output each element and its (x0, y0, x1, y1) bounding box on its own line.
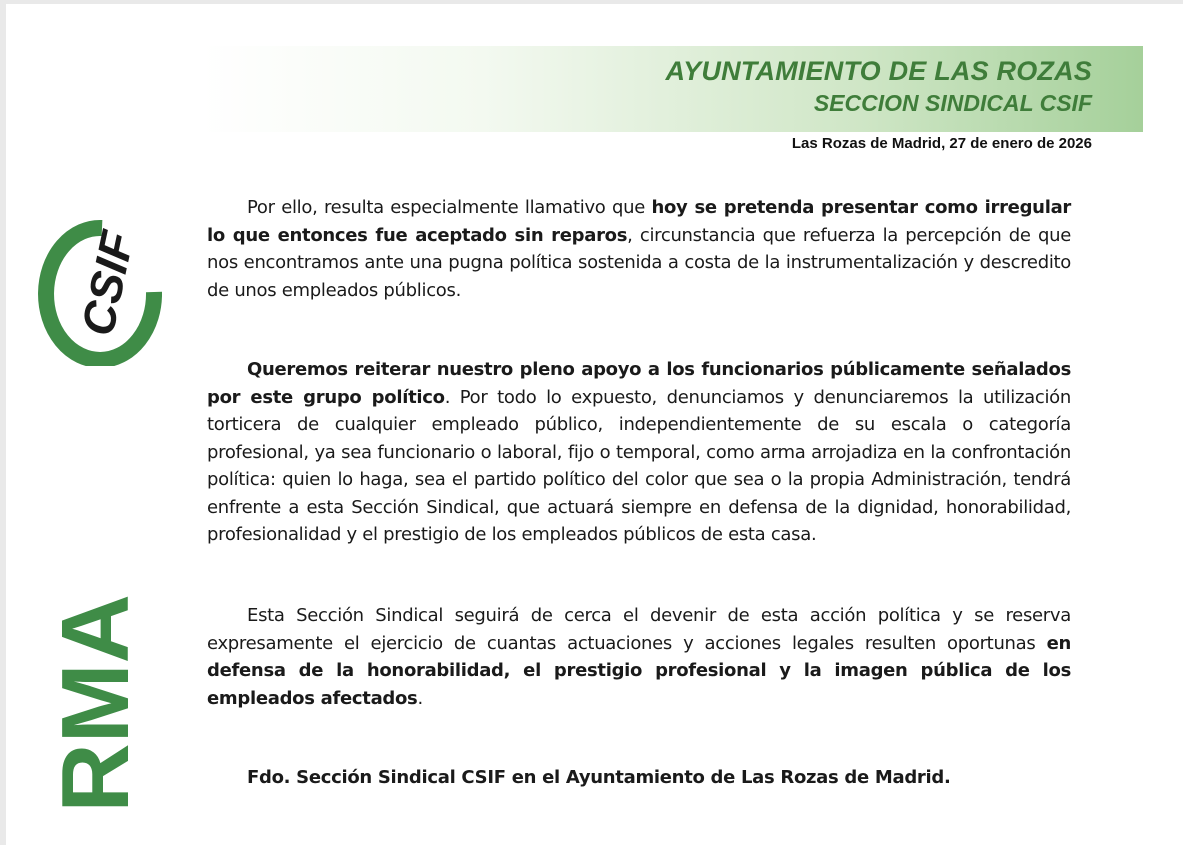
paragraph-3-text-a: Esta Sección Sindical seguirá de cerca el devenir de esta acción política y se reserva expresamente el ejercicio de cuantas actuaciones y acciones legales resulten oportunas (207, 605, 1071, 654)
paragraph-2-text: . Por todo lo expuesto, denunciamos y denunciaremos la utilización torticera de cualquier empleado público, independientemente de su escala o categoría profesional, ya sea funcionario o laboral, fijo o temporal, como arma arrojadiza en la confrontación política: quien lo haga, sea el partido político del color que sea o la propia Administración, tendrá enfrente a esta Sección Sindical, que actuará siempre en defensa de la dignidad, honorabilidad, profesionalidad y el prestigio de los empleados públicos de esta casa. (207, 386, 1071, 545)
paragraph-1-text-a: Por ello, resulta especialmente llamativo que (247, 197, 652, 218)
paragraph-2-bold: Queremos reiterar nuestro pleno apoyo a los funcionarios públicamente señalados por este grupo político (207, 359, 1071, 408)
paragraph-3-text-b: . (417, 687, 423, 709)
paragraph-2 (207, 356, 1071, 549)
paragraph-1 (207, 194, 1071, 304)
place-date: Las Rozas de Madrid, 27 de enero de 2026 (791, 135, 1092, 152)
paragraph-3-bold: en defensa de la honorabilidad, el prestigio profesional y la imagen pública de los empleados afectados (207, 632, 1071, 709)
paragraph-1-text-b: , circunstancia que refuerza la percepción de que nos encontramos ante una pugna política sostenida a costa de la instrumentalización y descredito de unos empleados públicos. (207, 224, 1071, 301)
logo-text: CSIF (70, 226, 144, 341)
document-page (6, 4, 1183, 845)
csif-logo (36, 210, 162, 366)
paragraph-1-bold: hoy se pretenda presentar como irregular lo que entonces fue aceptado sin reparos (207, 197, 1071, 246)
side-word: RMA (42, 594, 149, 813)
organization-title: AYUNTAMIENTO DE LAS ROZAS (665, 56, 1092, 86)
signature: Fdo. Sección Sindical CSIF en el Ayuntamiento de Las Rozas de Madrid. (247, 767, 951, 788)
paragraph-3 (207, 602, 1071, 712)
section-title: SECCION SINDICAL CSIF (813, 90, 1092, 116)
